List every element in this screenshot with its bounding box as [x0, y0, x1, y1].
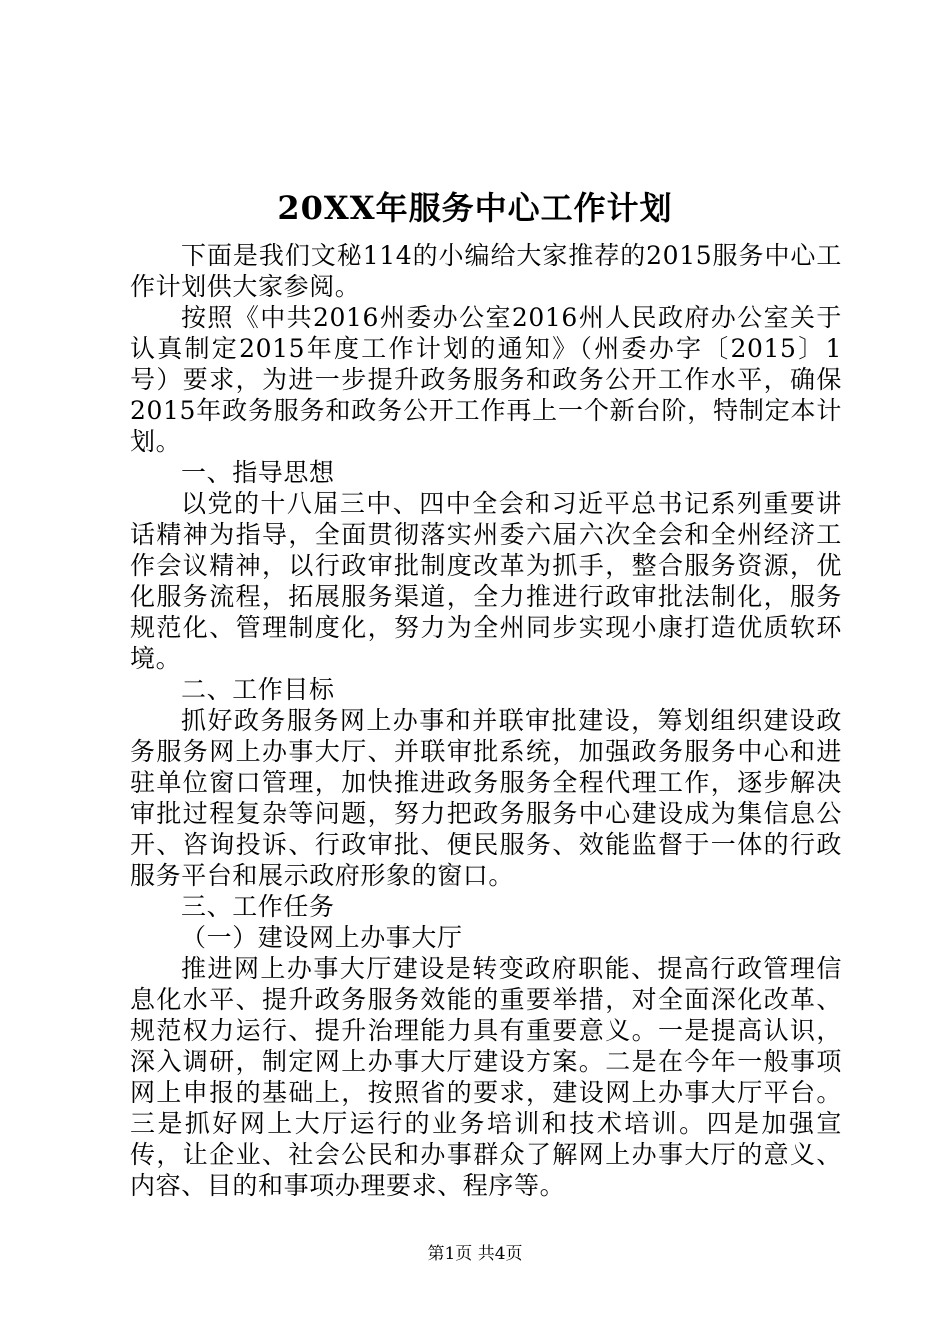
document-title: 20XX年服务中心工作计划	[277, 189, 673, 227]
section-heading-work-goals: 二、工作目标	[181, 675, 335, 704]
page-footer: 第1页 共4页	[427, 1244, 523, 1264]
section-heading-work-tasks: 三、工作任务	[181, 892, 335, 921]
paragraph-intro: 下面是我们文秘114的小编给大家推荐的2015服务中心工作计划供大家参阅。	[130, 241, 842, 301]
subsection-heading-online-hall: （一）建设网上办事大厅	[181, 923, 463, 952]
paragraph-guiding-ideology: 以党的十八届三中、四中全会和习近平总书记系列重要讲话精神为指导，全面贯彻落实州委六届六次全会和全州经济工作会议精神，以行政审批制度改革为抓手，整合服务资源，优化服务流程，拓展服务渠道，全力推进行政审批法制化，服务规范化、管理制度化，努力为全州同步实现小康打造优质软环境。	[130, 489, 842, 673]
paragraph-basis: 按照《中共2016州委办公室2016州人民政府办公室关于认真制定2015年度工作计划的通知》（州委办字〔2015〕1号）要求，为进一步提升政务服务和政务公开工作水平，确保2015年政务服务和政务公开工作再上一个新台阶，特制定本计划。	[130, 303, 842, 456]
section-heading-guiding-ideology: 一、指导思想	[181, 458, 335, 487]
document-body	[130, 240, 842, 1201]
paragraph-work-goals: 抓好政务服务网上办事和并联审批建设，筹划组织建设政务服务网上办事大厅、并联审批系统，加强政务服务中心和进驻单位窗口管理，加快推进政务服务全程代理工作，逐步解决审批过程复杂等问题，努力把政务服务中心建设成为集信息公开、咨询投诉、行政审批、便民服务、效能监督于一体的行政服务平台和展示政府形象的窗口。	[130, 706, 842, 890]
paragraph-online-hall: 推进网上办事大厅建设是转变政府职能、提高行政管理信息化水平、提升政务服务效能的重要举措，对全面深化改革、规范权力运行、提升治理能力具有重要意义。一是提高认识，深入调研，制定网上办事大厅建设方案。二是在今年一般事项网上申报的基础上，按照省的要求，建设网上办事大厅平台。三是抓好网上大厅运行的业务培训和技术培训。四是加强宣传，让企业、社会公民和办事群众了解网上办事大厅的意义、内容、目的和事项办理要求、程序等。	[130, 954, 842, 1200]
